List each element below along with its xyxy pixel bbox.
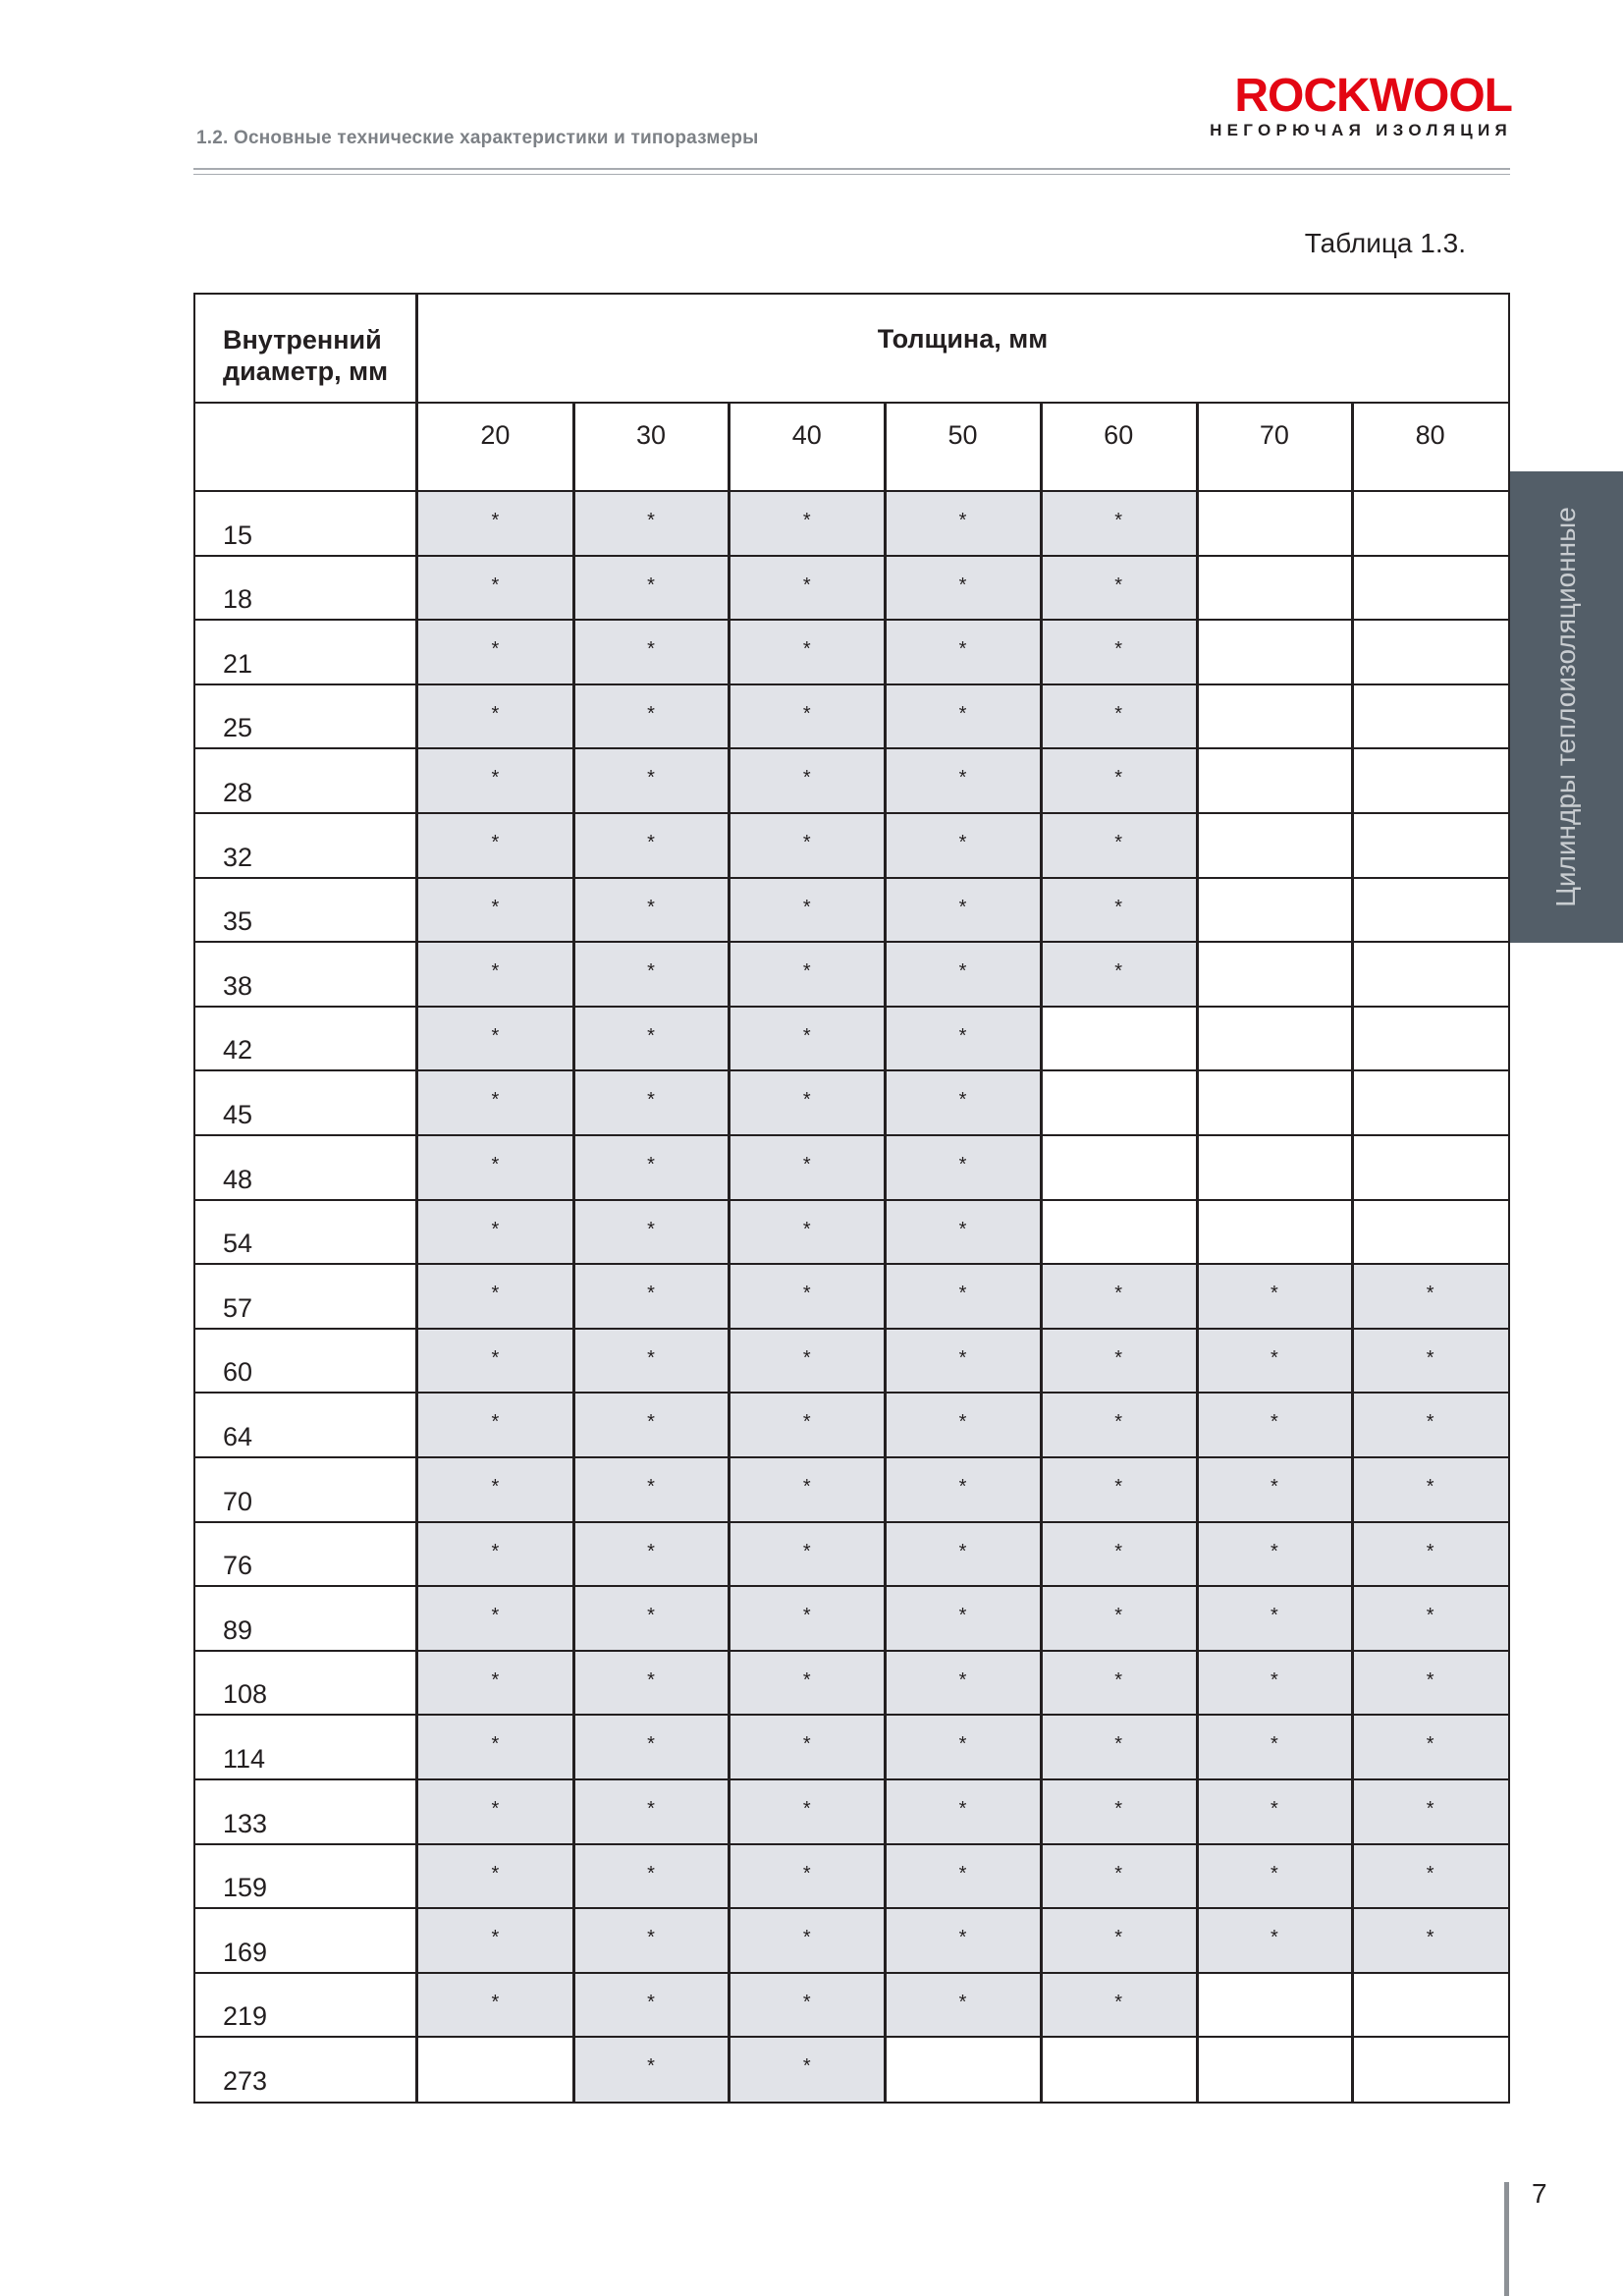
availability-mark: * bbox=[417, 1135, 573, 1200]
availability-mark: * bbox=[573, 1779, 730, 1844]
availability-mark: * bbox=[1352, 1264, 1508, 1329]
availability-mark: * bbox=[573, 1715, 730, 1779]
column-thickness-label: 20 bbox=[480, 420, 511, 450]
row-diameter-label: 28 bbox=[223, 778, 253, 807]
availability-mark: * bbox=[729, 1522, 885, 1587]
availability-mark: * bbox=[573, 556, 730, 621]
row-diameter-label: 57 bbox=[223, 1292, 253, 1323]
availability-mark: * bbox=[1197, 1651, 1353, 1716]
availability-mark: * bbox=[885, 1651, 1041, 1716]
availability-mark: * bbox=[1197, 1715, 1353, 1779]
availability-mark: * bbox=[1352, 1715, 1508, 1779]
availability-mark: * bbox=[729, 1586, 885, 1651]
table-rule bbox=[195, 1456, 1508, 1458]
table-rule bbox=[195, 1199, 1508, 1201]
availability-mark: * bbox=[1041, 620, 1197, 684]
availability-mark: * bbox=[417, 1715, 573, 1779]
table-rule bbox=[195, 683, 1508, 685]
availability-mark: * bbox=[573, 1135, 730, 1200]
availability-mark: * bbox=[1041, 878, 1197, 943]
availability-mark: * bbox=[729, 813, 885, 878]
table-rule bbox=[195, 1328, 1508, 1330]
availability-mark: * bbox=[1197, 1586, 1353, 1651]
availability-mark: * bbox=[573, 942, 730, 1007]
row-diameter-label: 35 bbox=[223, 906, 253, 937]
availability-mark: * bbox=[729, 1200, 885, 1265]
table-rule bbox=[195, 1585, 1508, 1587]
table-rule bbox=[195, 619, 1508, 621]
availability-mark: * bbox=[573, 1200, 730, 1265]
row-diameter-label: 21 bbox=[223, 648, 253, 679]
availability-mark: * bbox=[573, 1070, 730, 1135]
row-diameter-label: 70 bbox=[223, 1486, 253, 1516]
availability-mark: * bbox=[729, 1135, 885, 1200]
availability-mark: * bbox=[573, 2037, 730, 2102]
availability-mark: * bbox=[729, 1264, 885, 1329]
availability-mark: * bbox=[573, 1264, 730, 1329]
row-diameter-label: 169 bbox=[223, 1937, 268, 1967]
row-diameter-label: 60 bbox=[223, 1357, 253, 1388]
row-diameter-label: 54 bbox=[223, 1229, 253, 1259]
availability-mark: * bbox=[885, 491, 1041, 556]
availability-mark: * bbox=[417, 813, 573, 878]
availability-mark: * bbox=[885, 1457, 1041, 1522]
availability-mark: * bbox=[1352, 1779, 1508, 1844]
availability-mark: * bbox=[885, 1329, 1041, 1394]
availability-mark: * bbox=[417, 1070, 573, 1135]
column-thickness-label: 40 bbox=[791, 420, 822, 450]
row-diameter-label: 108 bbox=[223, 1679, 268, 1710]
availability-mark: * bbox=[729, 2037, 885, 2102]
row-diameter-label: 15 bbox=[223, 519, 253, 550]
availability-mark: * bbox=[1041, 1779, 1197, 1844]
availability-mark: * bbox=[729, 1908, 885, 1973]
column-thickness-label: 80 bbox=[1415, 420, 1445, 450]
availability-mark: * bbox=[1041, 1457, 1197, 1522]
availability-mark: * bbox=[885, 1007, 1041, 1071]
availability-mark: * bbox=[885, 1200, 1041, 1265]
header-rule bbox=[193, 174, 1510, 175]
availability-mark: * bbox=[885, 684, 1041, 749]
availability-mark: * bbox=[417, 1200, 573, 1265]
table-rule bbox=[1351, 403, 1354, 2102]
availability-mark: * bbox=[885, 1844, 1041, 1909]
availability-mark: * bbox=[1041, 684, 1197, 749]
availability-mark: * bbox=[1041, 1844, 1197, 1909]
availability-mark: * bbox=[1352, 1844, 1508, 1909]
row-diameter-label: 38 bbox=[223, 970, 253, 1001]
rockwool-logo bbox=[1208, 70, 1512, 140]
availability-mark: * bbox=[885, 1715, 1041, 1779]
availability-mark: * bbox=[729, 556, 885, 621]
availability-mark: * bbox=[729, 1715, 885, 1779]
availability-mark: * bbox=[573, 1844, 730, 1909]
row-diameter-label: 159 bbox=[223, 1873, 268, 1903]
availability-mark: * bbox=[1352, 1908, 1508, 1973]
availability-mark: * bbox=[729, 1844, 885, 1909]
availability-mark: * bbox=[417, 1908, 573, 1973]
availability-mark: * bbox=[729, 1070, 885, 1135]
row-diameter-label: 133 bbox=[223, 1808, 268, 1838]
availability-mark: * bbox=[417, 748, 573, 813]
availability-mark: * bbox=[1352, 1457, 1508, 1522]
table-rule bbox=[195, 1263, 1508, 1265]
availability-mark: * bbox=[1041, 491, 1197, 556]
availability-mark: * bbox=[1041, 1329, 1197, 1394]
availability-mark: * bbox=[573, 1651, 730, 1716]
table-rule bbox=[415, 295, 418, 2102]
availability-mark: * bbox=[1197, 1779, 1353, 1844]
table-rule bbox=[884, 403, 887, 2102]
availability-mark: * bbox=[729, 878, 885, 943]
logo-wordmark: ROCKWOOL bbox=[1234, 70, 1512, 122]
row-diameter-label: 18 bbox=[223, 584, 253, 615]
availability-mark: * bbox=[417, 1586, 573, 1651]
table-rule bbox=[195, 1069, 1508, 1071]
availability-mark: * bbox=[573, 1007, 730, 1071]
logo-tagline: НЕГОРЮЧАЯ ИЗОЛЯЦИЯ bbox=[1210, 121, 1512, 139]
availability-mark: * bbox=[417, 1329, 573, 1394]
availability-mark: * bbox=[885, 1973, 1041, 2038]
availability-mark: * bbox=[1041, 942, 1197, 1007]
availability-mark: * bbox=[885, 1135, 1041, 1200]
availability-mark: * bbox=[417, 1393, 573, 1457]
availability-mark: * bbox=[1352, 1329, 1508, 1394]
availability-mark: * bbox=[1197, 1393, 1353, 1457]
table-rule bbox=[195, 747, 1508, 749]
availability-mark: * bbox=[417, 1007, 573, 1071]
section-header-title: 1.2. Основные технические характеристики и типоразмеры bbox=[196, 128, 759, 148]
availability-mark: * bbox=[1197, 1457, 1353, 1522]
availability-mark: * bbox=[1041, 1264, 1197, 1329]
table-rule bbox=[195, 1972, 1508, 1974]
availability-mark: * bbox=[885, 942, 1041, 1007]
availability-mark: * bbox=[885, 1779, 1041, 1844]
availability-mark: * bbox=[1041, 1715, 1197, 1779]
availability-mark: * bbox=[417, 1457, 573, 1522]
row-diameter-label: 45 bbox=[223, 1100, 253, 1129]
row-diameter-label: 273 bbox=[223, 2066, 268, 2096]
side-tab bbox=[1510, 471, 1623, 943]
availability-mark: * bbox=[417, 1264, 573, 1329]
row-diameter-label: 42 bbox=[223, 1035, 253, 1066]
availability-mark: * bbox=[1197, 1844, 1353, 1909]
availability-mark: * bbox=[1041, 1651, 1197, 1716]
table-rule bbox=[195, 812, 1508, 814]
availability-mark: * bbox=[573, 878, 730, 943]
availability-mark: * bbox=[885, 1264, 1041, 1329]
availability-mark: * bbox=[1041, 748, 1197, 813]
availability-mark: * bbox=[729, 491, 885, 556]
availability-mark: * bbox=[573, 1908, 730, 1973]
availability-mark: * bbox=[573, 1586, 730, 1651]
availability-mark: * bbox=[573, 1457, 730, 1522]
header-diameter: Внутренний диаметр, мм bbox=[223, 325, 389, 386]
table-rule bbox=[195, 555, 1508, 557]
page-number: 7 bbox=[1532, 2178, 1547, 2209]
availability-table bbox=[193, 293, 1510, 2104]
availability-mark: * bbox=[417, 1973, 573, 2038]
availability-mark: * bbox=[573, 1393, 730, 1457]
availability-mark: * bbox=[729, 1973, 885, 2038]
availability-mark: * bbox=[1352, 1522, 1508, 1587]
availability-mark: * bbox=[1197, 1264, 1353, 1329]
side-tab-label: Цилиндры теплоизоляционные bbox=[1550, 507, 1581, 907]
page-number-bar bbox=[1504, 2182, 1509, 2296]
availability-mark: * bbox=[1041, 1522, 1197, 1587]
table-rule bbox=[195, 402, 1508, 404]
availability-mark: * bbox=[417, 942, 573, 1007]
availability-mark: * bbox=[1197, 1908, 1353, 1973]
availability-mark: * bbox=[1041, 1973, 1197, 2038]
header-rule bbox=[193, 168, 1510, 170]
availability-mark: * bbox=[885, 1393, 1041, 1457]
availability-mark: * bbox=[573, 620, 730, 684]
availability-mark: * bbox=[729, 1651, 885, 1716]
availability-mark: * bbox=[1041, 1393, 1197, 1457]
row-diameter-label: 76 bbox=[223, 1551, 253, 1581]
table-rule bbox=[195, 877, 1508, 879]
availability-mark: * bbox=[1041, 1908, 1197, 1973]
availability-mark: * bbox=[885, 1586, 1041, 1651]
table-rule bbox=[195, 1392, 1508, 1394]
availability-mark: * bbox=[1041, 1586, 1197, 1651]
availability-mark: * bbox=[885, 813, 1041, 878]
availability-mark: * bbox=[1352, 1393, 1508, 1457]
availability-mark: * bbox=[1197, 1329, 1353, 1394]
availability-mark: * bbox=[729, 942, 885, 1007]
availability-mark: * bbox=[417, 620, 573, 684]
availability-mark: * bbox=[417, 1651, 573, 1716]
column-thickness-label: 60 bbox=[1104, 420, 1134, 450]
table-rule bbox=[195, 941, 1508, 943]
availability-mark: * bbox=[417, 491, 573, 556]
availability-mark: * bbox=[885, 620, 1041, 684]
row-diameter-label: 48 bbox=[223, 1164, 253, 1194]
table-rule bbox=[195, 1778, 1508, 1780]
availability-mark: * bbox=[729, 1457, 885, 1522]
availability-mark: * bbox=[885, 556, 1041, 621]
availability-mark: * bbox=[885, 1522, 1041, 1587]
availability-mark: * bbox=[573, 1522, 730, 1587]
column-thickness-label: 50 bbox=[947, 420, 978, 450]
row-diameter-label: 89 bbox=[223, 1614, 253, 1645]
availability-mark: * bbox=[885, 1908, 1041, 1973]
availability-mark: * bbox=[573, 813, 730, 878]
table-rule bbox=[195, 2036, 1508, 2038]
availability-mark: * bbox=[573, 1329, 730, 1394]
availability-mark: * bbox=[573, 1973, 730, 2038]
availability-mark: * bbox=[417, 1522, 573, 1587]
row-diameter-label: 114 bbox=[223, 1744, 266, 1774]
table-rule bbox=[1196, 403, 1199, 2102]
availability-mark: * bbox=[729, 684, 885, 749]
availability-mark: * bbox=[417, 878, 573, 943]
availability-mark: * bbox=[729, 748, 885, 813]
availability-mark: * bbox=[1041, 556, 1197, 621]
availability-mark: * bbox=[885, 878, 1041, 943]
availability-mark: * bbox=[1352, 1586, 1508, 1651]
availability-mark: * bbox=[417, 1779, 573, 1844]
row-diameter-label: 219 bbox=[223, 2001, 268, 2032]
availability-mark: * bbox=[573, 491, 730, 556]
row-diameter-label: 64 bbox=[223, 1422, 253, 1451]
availability-mark: * bbox=[729, 1329, 885, 1394]
availability-mark: * bbox=[573, 748, 730, 813]
column-thickness-label: 30 bbox=[636, 420, 667, 450]
availability-mark: * bbox=[885, 1070, 1041, 1135]
table-rule bbox=[195, 1650, 1508, 1652]
table-rule bbox=[195, 1006, 1508, 1008]
availability-mark: * bbox=[1352, 1651, 1508, 1716]
availability-mark: * bbox=[729, 1393, 885, 1457]
table-rule bbox=[195, 1134, 1508, 1136]
availability-mark: * bbox=[729, 1007, 885, 1071]
table-rule bbox=[195, 1521, 1508, 1523]
table-rule bbox=[195, 1843, 1508, 1845]
availability-mark: * bbox=[1041, 813, 1197, 878]
column-thickness-label: 70 bbox=[1259, 420, 1289, 450]
availability-mark: * bbox=[885, 748, 1041, 813]
availability-mark: * bbox=[417, 684, 573, 749]
table-rule bbox=[195, 1714, 1508, 1716]
availability-mark: * bbox=[729, 1779, 885, 1844]
availability-mark: * bbox=[417, 556, 573, 621]
row-diameter-label: 32 bbox=[223, 842, 253, 872]
table-rule bbox=[728, 403, 730, 2102]
availability-mark: * bbox=[573, 684, 730, 749]
availability-mark: * bbox=[1197, 1522, 1353, 1587]
table-rule bbox=[572, 403, 575, 2102]
availability-mark: * bbox=[417, 1844, 573, 1909]
table-rule bbox=[1040, 403, 1043, 2102]
table-rule bbox=[195, 490, 1508, 492]
header-thickness: Толщина, мм bbox=[877, 324, 1049, 354]
row-diameter-label: 25 bbox=[223, 713, 253, 743]
availability-mark: * bbox=[729, 620, 885, 684]
table-rule bbox=[195, 1907, 1508, 1909]
table-caption: Таблица 1.3. bbox=[1304, 228, 1466, 258]
